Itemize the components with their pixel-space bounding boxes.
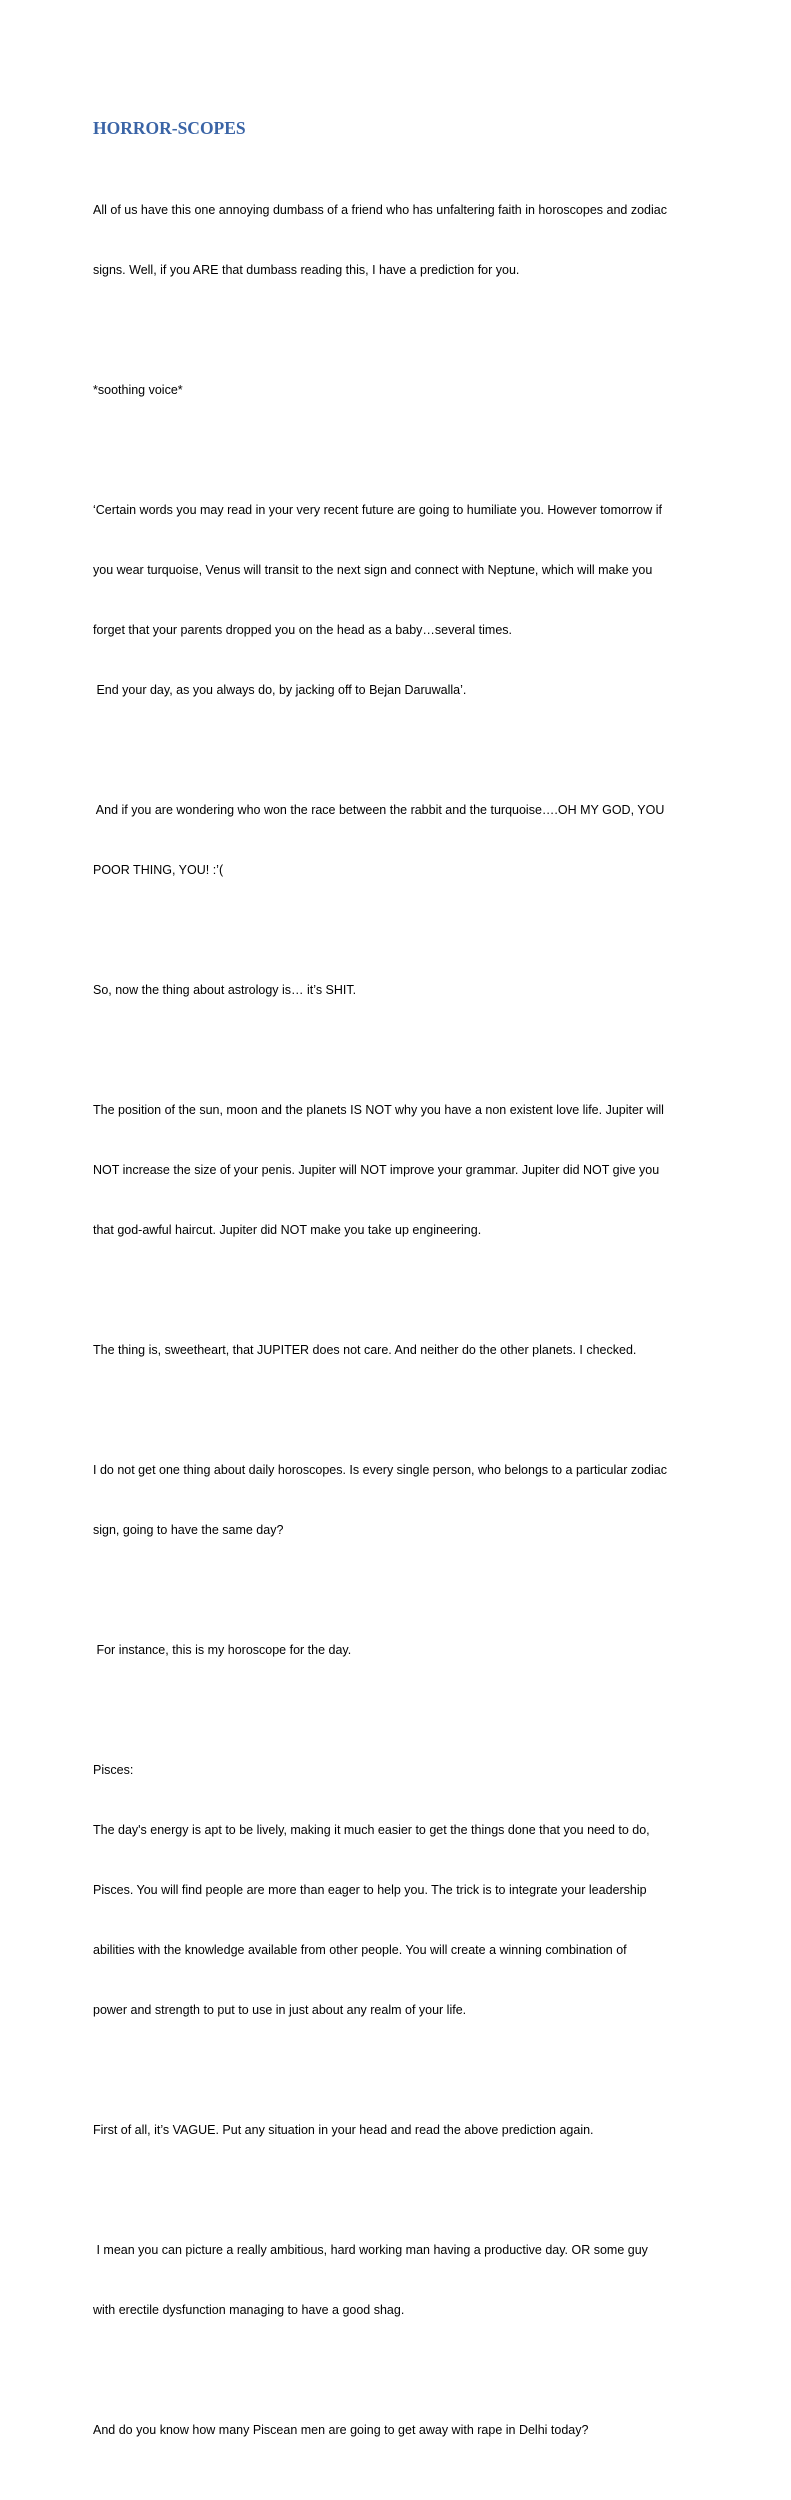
paragraph-prediction — [93, 460, 703, 740]
paragraph-closing-question — [93, 2380, 703, 2480]
text-line: And do you know how many Piscean men are going to get away with rape in Delhi today? — [93, 2423, 589, 2437]
text-line: sign, going to have the same day? — [93, 1523, 284, 1537]
paragraph-intro — [93, 160, 703, 320]
text-line: I mean you can picture a really ambitious, hard working man having a productive day. OR some guy — [93, 2243, 648, 2257]
text-line: For instance, this is my horoscope for the day. — [93, 1643, 352, 1657]
paragraph-rabbit-race — [93, 760, 703, 920]
paragraph-jupiter — [93, 1060, 703, 1280]
text-line: NOT increase the size of your penis. Jupiter will NOT improve your grammar. Jupiter did NOT give you — [93, 1163, 660, 1177]
text-line: with erectile dysfunction managing to have a good shag. — [93, 2303, 405, 2317]
document-page — [93, 116, 703, 2500]
text-line: signs. Well, if you ARE that dumbass reading this, I have a prediction for you. — [93, 263, 520, 277]
text-line: forget that your parents dropped you on the head as a baby…several times. — [93, 623, 513, 637]
paragraph-vague — [93, 2080, 703, 2180]
paragraph-for-instance — [93, 1600, 703, 1700]
text-line: Pisces. You will find people are more than eager to help you. The trick is to integrate your leadership — [93, 1883, 647, 1897]
text-line: The day's energy is apt to be lively, making it much easier to get the things done that you need to do, — [93, 1823, 650, 1837]
paragraph-daily-horoscopes — [93, 1420, 703, 1580]
text-line: So, now the thing about astrology is… it’s SHIT. — [93, 983, 357, 997]
paragraph-astrology-shit — [93, 940, 703, 1040]
text-line: All of us have this one annoying dumbass of a friend who has unfaltering faith in horoscopes and zodiac — [93, 203, 667, 217]
text-line: abilities with the knowledge available from other people. You will create a winning combination of — [93, 1943, 627, 1957]
paragraph-soothing-voice — [93, 340, 703, 440]
text-line: ‘Certain words you may read in your very recent future are going to humiliate you. However tomorrow if — [93, 503, 663, 517]
text-line: Pisces: — [93, 1763, 134, 1777]
document-title: HORROR-SCOPES — [93, 118, 246, 138]
text-line: that god-awful haircut. Jupiter did NOT make you take up engineering. — [93, 1223, 482, 1237]
text-line: The thing is, sweetheart, that JUPITER does not care. And neither do the other planets. I checked. — [93, 1343, 637, 1357]
paragraph-pisces-horoscope — [93, 1720, 703, 2060]
paragraph-planets-dont-care — [93, 1300, 703, 1400]
text-line: power and strength to put to use in just about any realm of your life. — [93, 2003, 467, 2017]
text-line: First of all, it’s VAGUE. Put any situation in your head and read the above prediction again. — [93, 2123, 594, 2137]
text-line: I do not get one thing about daily horoscopes. Is every single person, who belongs to a particular zodiac — [93, 1463, 667, 1477]
text-line: you wear turquoise, Venus will transit to the next sign and connect with Neptune, which will make you — [93, 563, 653, 577]
paragraph-productive-day — [93, 2200, 703, 2360]
text-line: The position of the sun, moon and the planets IS NOT why you have a non existent love life. Jupiter will — [93, 1103, 664, 1117]
text-line: *soothing voice* — [93, 383, 183, 397]
text-line: End your day, as you always do, by jacking off to Bejan Daruwalla’. — [93, 683, 467, 697]
text-line: POOR THING, YOU! :’( — [93, 863, 224, 877]
text-line: And if you are wondering who won the race between the rabbit and the turquoise….OH MY GOD, YOU — [93, 803, 665, 817]
